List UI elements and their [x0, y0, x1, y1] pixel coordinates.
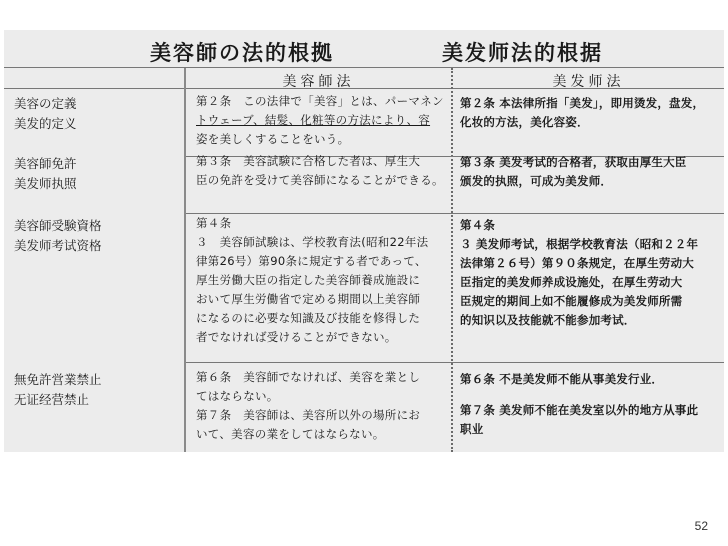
cell-line: 者でなければ受けることができない。 — [196, 330, 397, 344]
cell-line: 臣の免許を受けて美容師になることができる。 — [196, 173, 444, 187]
cell-line: 第７条 美发师不能在美发室以外的地方从事此 — [460, 403, 699, 417]
cell-line: 第６条 美容師でなければ、美容を業とし — [196, 370, 421, 384]
row-label-jp: 無免許営業禁止 — [14, 372, 102, 387]
column-divider-1 — [184, 68, 186, 452]
row-label-cn: 无证经营禁止 — [14, 392, 90, 407]
table-top-border — [4, 67, 724, 68]
cell-line: になるのに必要な知識及び技能を修得した — [196, 311, 421, 325]
cell-line: 臣规定的期间上如不能履修成为美发师所需 — [460, 294, 683, 308]
cell-line: おいて厚生労働省で定める期間以上美容師 — [196, 292, 421, 306]
row-label-cn: 美发师执照 — [14, 176, 77, 191]
cell-line: 化妆的方法，美化容姿． — [460, 115, 589, 129]
row-label-definition — [14, 94, 77, 134]
cell-jp-unlicensed-prohibition — [196, 368, 446, 444]
row-label-cn: 美发师考试资格 — [14, 238, 102, 253]
cell-line: 职业 — [460, 422, 484, 436]
cell-line: 姿を美しくすることをいう。 — [196, 132, 350, 146]
cell-line: 第６条 不是美发师不能从事美发行业． — [460, 372, 664, 386]
column-divider-2 — [451, 68, 453, 452]
cell-spacer — [460, 389, 718, 401]
page-number: 52 — [694, 519, 708, 533]
row-label-license — [14, 154, 77, 194]
cell-line: ３ 美发师考试，根据学校教育法（昭和２２年 — [460, 237, 699, 251]
cell-line: 第２条 本法律所指「美发」，即用烫发，盘发， — [460, 96, 705, 110]
cell-line: 律第26号）第90条に規定する者であって、 — [196, 254, 427, 268]
cell-line: てはならない。 — [196, 389, 279, 403]
column-header-jp: 美容師法 — [282, 74, 355, 90]
cell-line: 厚生労働大臣の指定した美容師養成施設に — [196, 273, 421, 287]
cell-cn-definition — [460, 94, 718, 132]
row-label-exam-eligibility — [14, 216, 102, 256]
column-header-cn: 美发师法 — [552, 74, 625, 90]
cell-line: いて、美容の業をしてはならない。 — [196, 427, 385, 441]
cell-line: トウェーブ、結髪、化粧等の方法により、容 — [196, 113, 431, 127]
cell-line: 第４条 — [460, 218, 496, 232]
cell-line: 第３条 美发考试的合格者，获取由厚生大臣 — [460, 155, 687, 169]
cell-cn-exam-eligibility — [460, 216, 718, 330]
cell-line: ３ 美容師試験は、学校教育法(昭和22年法 — [196, 235, 429, 249]
row-label-jp: 美容師免許 — [14, 156, 77, 171]
cell-line: 第７条 美容師は、美容所以外の場所にお — [196, 408, 421, 422]
cell-cn-unlicensed-prohibition — [460, 370, 718, 439]
title-japanese: 美容師の法的根拠 — [150, 41, 334, 65]
cell-line: 臣指定的美发师养成设施处，在厚生劳动大 — [460, 275, 683, 289]
cell-line: 法律第２６号）第９０条规定，在厚生劳动大 — [460, 256, 694, 270]
row-label-jp: 美容の定義 — [14, 96, 77, 111]
title-chinese: 美发师法的根据 — [442, 41, 603, 65]
cell-jp-license — [196, 152, 446, 190]
cell-jp-definition — [196, 92, 446, 149]
scanned-table-image — [4, 30, 724, 452]
cell-jp-exam-eligibility — [196, 214, 446, 347]
cell-cn-license — [460, 153, 718, 191]
row-label-unlicensed-prohibition — [14, 370, 102, 410]
cell-line: 颁发的执照，可成为美发师． — [460, 174, 613, 188]
cell-line: 第３条 美容試験に合格した者は、厚生大 — [196, 154, 421, 168]
row-divider-3 — [186, 362, 724, 363]
row-label-jp: 美容師受験資格 — [14, 218, 102, 233]
cell-line: 第４条 — [196, 216, 232, 230]
cell-line: 的知识以及技能就不能参加考试． — [460, 313, 636, 327]
row-label-cn: 美发的定义 — [14, 116, 77, 131]
cell-line: 第２条 この法律で「美容」とは、パーマネン — [196, 94, 444, 108]
